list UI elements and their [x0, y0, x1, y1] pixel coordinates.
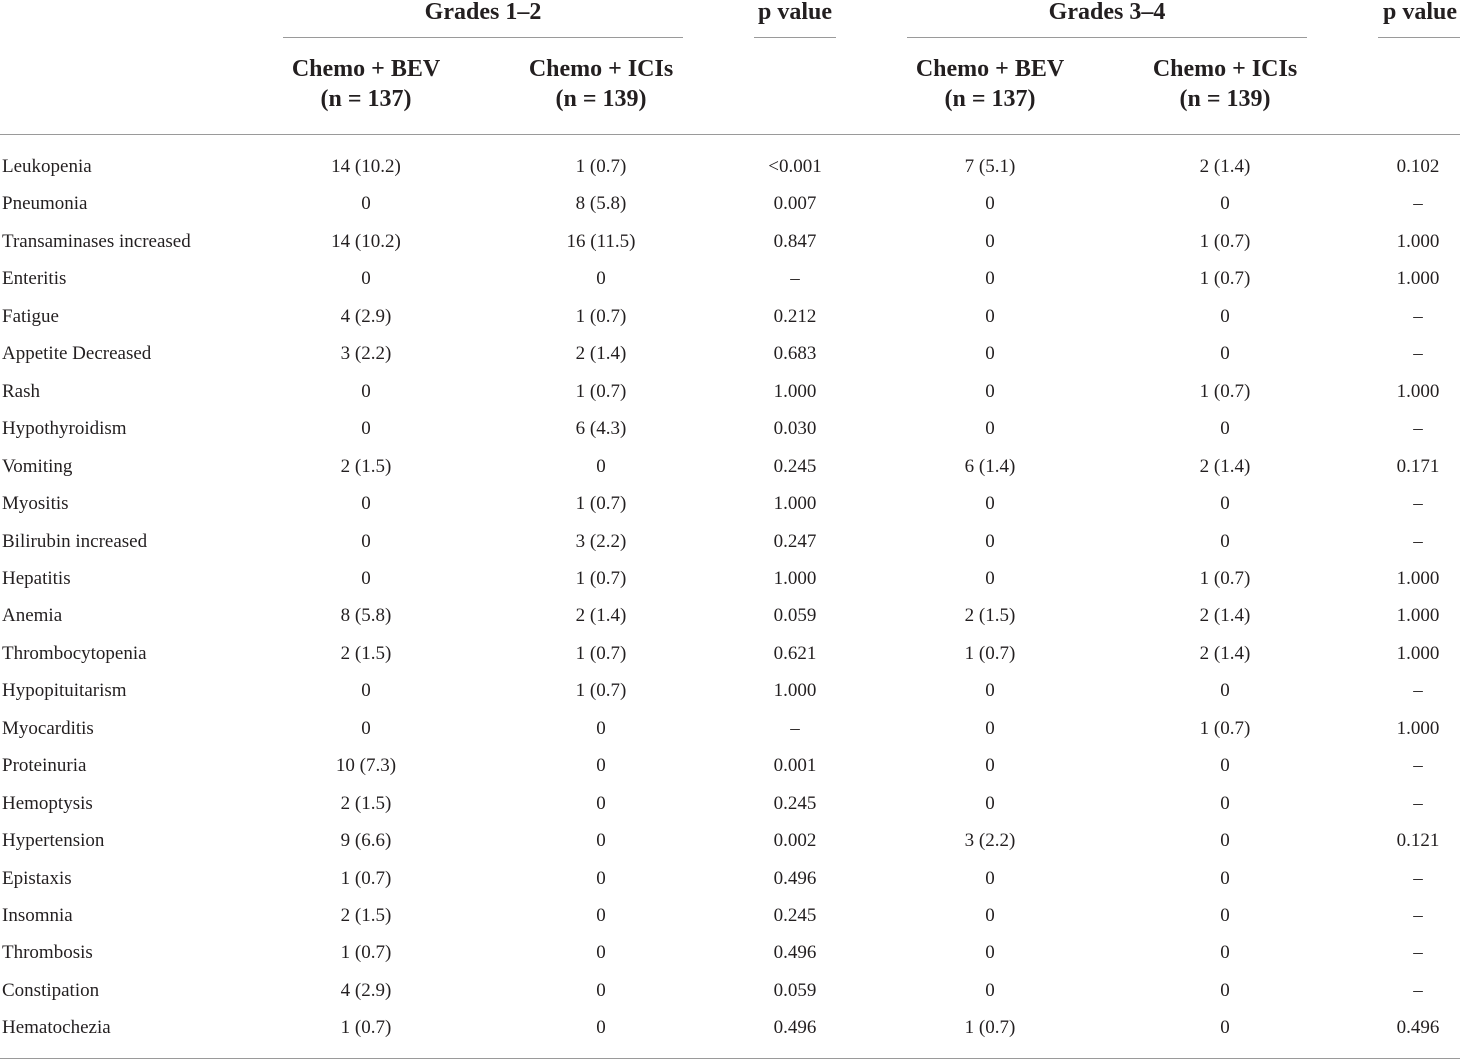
table-row: [0, 822, 1460, 859]
cell-adverse-event: Vomiting: [2, 455, 73, 477]
table-row: [0, 934, 1460, 971]
cell-p-value-grades-3-4: –: [1413, 942, 1423, 964]
table-bottom-rule: [0, 1058, 1460, 1059]
subheader-bev-grades-3-4: [890, 54, 1090, 114]
cell-ici-grades-1-2: 1 (0.7): [575, 642, 627, 664]
cell-bev-grades-1-2: 0: [361, 717, 371, 739]
cell-p-value-grades-1-2: –: [790, 717, 800, 739]
subheader-line-arm: Chemo + ICIs: [1152, 56, 1298, 82]
cell-p-value-grades-1-2: 0.496: [773, 867, 817, 889]
cell-adverse-event: Constipation: [2, 979, 100, 1001]
cell-adverse-event: Hemoptysis: [2, 792, 93, 814]
cell-bev-grades-3-4: 0: [985, 567, 995, 589]
cell-ici-grades-1-2: 0: [596, 979, 606, 1001]
group-rule-p-value-1: [754, 37, 836, 38]
cell-adverse-event: Transaminases increased: [2, 230, 191, 252]
cell-ici-grades-3-4: 0: [1220, 905, 1230, 926]
cell-ici-grades-3-4: 2 (1.4): [1199, 605, 1251, 627]
table-row: [0, 298, 1460, 335]
cell-adverse-event: Hypertension: [2, 830, 105, 852]
cell-p-value-grades-1-2: 0.245: [773, 905, 817, 926]
cell-ici-grades-1-2: 8 (5.8): [575, 193, 627, 215]
cell-ici-grades-3-4: 0: [1220, 343, 1230, 365]
cell-p-value-grades-1-2: 0.030: [773, 418, 817, 440]
subheader-ici-grades-1-2: [501, 54, 701, 114]
cell-ici-grades-3-4: 0: [1220, 530, 1230, 552]
cell-adverse-event: Rash: [2, 380, 40, 402]
cell-bev-grades-1-2: 10 (7.3): [335, 755, 397, 777]
cell-ici-grades-3-4: 0: [1220, 830, 1230, 852]
cell-bev-grades-1-2: 0: [361, 567, 371, 589]
cell-ici-grades-1-2: 6 (4.3): [575, 418, 627, 440]
cell-bev-grades-1-2: 1 (0.7): [340, 867, 392, 889]
cell-ici-grades-3-4: 1 (0.7): [1199, 380, 1251, 402]
cell-ici-grades-1-2: 0: [596, 830, 606, 852]
cell-bev-grades-1-2: 8 (5.8): [340, 605, 392, 627]
table-row: [0, 148, 1460, 185]
cell-bev-grades-1-2: 0: [361, 380, 371, 402]
cell-adverse-event: Proteinuria: [2, 755, 87, 777]
subheader-ici-grades-3-4: [1125, 54, 1325, 114]
cell-p-value-grades-3-4: –: [1413, 530, 1423, 552]
cell-bev-grades-1-2: 2 (1.5): [340, 905, 392, 926]
cell-bev-grades-3-4: 0: [985, 268, 995, 290]
cell-ici-grades-1-2: 2 (1.4): [575, 343, 627, 365]
cell-p-value-grades-1-2: 0.007: [773, 193, 817, 215]
cell-bev-grades-3-4: 0: [985, 905, 995, 926]
cell-ici-grades-1-2: 0: [596, 905, 606, 926]
cell-bev-grades-3-4: 0: [985, 493, 995, 515]
cell-bev-grades-3-4: 0: [985, 305, 995, 327]
cell-bev-grades-3-4: 0: [985, 193, 995, 215]
cell-p-value-grades-3-4: 1.000: [1396, 268, 1440, 290]
table-row: [0, 1009, 1460, 1046]
cell-p-value-grades-1-2: 0.001: [773, 755, 817, 777]
cell-adverse-event: Enteritis: [2, 268, 67, 290]
cell-ici-grades-1-2: 2 (1.4): [575, 605, 627, 627]
group-rule-p-value-2: [1378, 37, 1460, 38]
cell-p-value-grades-1-2: <0.001: [768, 156, 822, 177]
cell-adverse-event: Pneumonia: [2, 193, 88, 215]
cell-ici-grades-1-2: 1 (0.7): [575, 156, 627, 177]
cell-bev-grades-1-2: 4 (2.9): [340, 305, 392, 327]
cell-ici-grades-1-2: 0: [596, 755, 606, 777]
cell-p-value-grades-1-2: 0.247: [773, 530, 817, 552]
cell-bev-grades-3-4: 2 (1.5): [964, 605, 1016, 627]
cell-ici-grades-3-4: 0: [1220, 755, 1230, 777]
cell-p-value-grades-1-2: 0.059: [773, 979, 817, 1001]
table-row: [0, 747, 1460, 784]
cell-adverse-event: Fatigue: [2, 305, 59, 327]
table-row: [0, 672, 1460, 709]
cell-ici-grades-3-4: 0: [1220, 979, 1230, 1001]
cell-bev-grades-1-2: 0: [361, 530, 371, 552]
cell-p-value-grades-3-4: 0.102: [1396, 156, 1440, 177]
cell-p-value-grades-3-4: 0.121: [1396, 830, 1440, 852]
cell-adverse-event: Appetite Decreased: [2, 343, 152, 365]
table-row: [0, 785, 1460, 822]
cell-p-value-grades-3-4: 1.000: [1396, 717, 1440, 739]
cell-p-value-grades-3-4: –: [1413, 493, 1423, 515]
cell-ici-grades-1-2: 0: [596, 455, 606, 477]
cell-bev-grades-3-4: 0: [985, 979, 995, 1001]
cell-ici-grades-3-4: 1 (0.7): [1199, 268, 1251, 290]
cell-p-value-grades-3-4: 1.000: [1396, 567, 1440, 589]
header-p-value-2: p value: [1382, 0, 1457, 25]
cell-ici-grades-3-4: 1 (0.7): [1199, 717, 1251, 739]
table-row: [0, 223, 1460, 260]
cell-p-value-grades-1-2: 0.621: [773, 642, 817, 664]
cell-bev-grades-1-2: 0: [361, 418, 371, 440]
header-bottom-rule: [0, 134, 1460, 135]
cell-bev-grades-1-2: 9 (6.6): [340, 830, 392, 852]
subheader-line-n: (n = 137): [320, 86, 412, 112]
cell-bev-grades-3-4: 0: [985, 867, 995, 889]
cell-ici-grades-1-2: 1 (0.7): [575, 680, 627, 702]
cell-p-value-grades-1-2: 1.000: [773, 493, 817, 515]
cell-p-value-grades-3-4: –: [1413, 867, 1423, 889]
group-rule-grades-3-4: [907, 37, 1307, 38]
subheader-bev-grades-1-2: [266, 54, 466, 114]
cell-ici-grades-3-4: 2 (1.4): [1199, 642, 1251, 664]
cell-p-value-grades-3-4: 1.000: [1396, 380, 1440, 402]
cell-bev-grades-1-2: 3 (2.2): [340, 343, 392, 365]
cell-p-value-grades-1-2: –: [790, 268, 800, 290]
cell-ici-grades-3-4: 0: [1220, 867, 1230, 889]
cell-ici-grades-3-4: 1 (0.7): [1199, 230, 1251, 252]
cell-p-value-grades-3-4: –: [1413, 680, 1423, 702]
cell-bev-grades-1-2: 2 (1.5): [340, 455, 392, 477]
cell-ici-grades-1-2: 16 (11.5): [566, 230, 636, 252]
table-row: [0, 972, 1460, 1009]
cell-bev-grades-3-4: 3 (2.2): [964, 830, 1016, 852]
cell-ici-grades-3-4: 0: [1220, 792, 1230, 814]
cell-p-value-grades-3-4: 1.000: [1396, 642, 1440, 664]
cell-p-value-grades-3-4: 1.000: [1396, 230, 1440, 252]
cell-bev-grades-3-4: 0: [985, 942, 995, 964]
cell-p-value-grades-1-2: 0.847: [773, 230, 817, 252]
table-row: [0, 185, 1460, 222]
cell-bev-grades-1-2: 14 (10.2): [331, 230, 401, 252]
table-row: [0, 410, 1460, 447]
header-grades-3-4: Grades 3–4: [1048, 0, 1166, 25]
cell-p-value-grades-1-2: 0.245: [773, 792, 817, 814]
cell-ici-grades-1-2: 1 (0.7): [575, 305, 627, 327]
cell-adverse-event: Hepatitis: [2, 567, 71, 589]
table-row: [0, 448, 1460, 485]
table-row: [0, 897, 1460, 934]
cell-p-value-grades-1-2: 0.245: [773, 455, 817, 477]
cell-adverse-event: Hypothyroidism: [2, 418, 127, 440]
cell-ici-grades-3-4: 0: [1220, 305, 1230, 327]
cell-bev-grades-1-2: 2 (1.5): [340, 642, 392, 664]
cell-bev-grades-3-4: 7 (5.1): [964, 156, 1016, 177]
cell-adverse-event: Myocarditis: [2, 717, 94, 739]
subheader-line-arm: Chemo + BEV: [915, 56, 1065, 82]
cell-bev-grades-3-4: 0: [985, 343, 995, 365]
table-row: [0, 485, 1460, 522]
cell-bev-grades-3-4: 0: [985, 418, 995, 440]
cell-p-value-grades-3-4: –: [1413, 905, 1423, 926]
cell-ici-grades-1-2: 0: [596, 1017, 606, 1039]
cell-ici-grades-1-2: 1 (0.7): [575, 567, 627, 589]
cell-ici-grades-3-4: 0: [1220, 418, 1230, 440]
cell-p-value-grades-3-4: –: [1413, 418, 1423, 440]
cell-ici-grades-3-4: 1 (0.7): [1199, 567, 1251, 589]
table-row: [0, 860, 1460, 897]
cell-ici-grades-3-4: 0: [1220, 193, 1230, 215]
cell-p-value-grades-1-2: 0.683: [773, 343, 817, 365]
cell-p-value-grades-3-4: –: [1413, 792, 1423, 814]
cell-p-value-grades-1-2: 1.000: [773, 380, 817, 402]
cell-adverse-event: Insomnia: [2, 905, 73, 926]
table-row: [0, 260, 1460, 297]
cell-ici-grades-3-4: 2 (1.4): [1199, 156, 1251, 177]
cell-bev-grades-3-4: 1 (0.7): [964, 642, 1016, 664]
cell-bev-grades-1-2: 1 (0.7): [340, 942, 392, 964]
cell-bev-grades-3-4: 0: [985, 530, 995, 552]
cell-p-value-grades-3-4: 0.496: [1396, 1017, 1440, 1039]
cell-bev-grades-1-2: 0: [361, 493, 371, 515]
cell-p-value-grades-3-4: 1.000: [1396, 605, 1440, 627]
cell-p-value-grades-3-4: –: [1413, 193, 1423, 215]
cell-ici-grades-1-2: 0: [596, 867, 606, 889]
cell-ici-grades-3-4: 0: [1220, 680, 1230, 702]
cell-ici-grades-1-2: 1 (0.7): [575, 493, 627, 515]
cell-ici-grades-1-2: 1 (0.7): [575, 380, 627, 402]
cell-adverse-event: Thrombosis: [2, 942, 93, 964]
table-row: [0, 635, 1460, 672]
cell-bev-grades-1-2: 2 (1.5): [340, 792, 392, 814]
cell-p-value-grades-3-4: –: [1413, 979, 1423, 1001]
cell-bev-grades-3-4: 0: [985, 230, 995, 252]
cell-ici-grades-1-2: 3 (2.2): [575, 530, 627, 552]
table-row: [0, 335, 1460, 372]
group-rule-grades-1-2: [283, 37, 683, 38]
cell-p-value-grades-3-4: –: [1413, 755, 1423, 777]
table-row: [0, 710, 1460, 747]
cell-p-value-grades-1-2: 0.496: [773, 942, 817, 964]
cell-p-value-grades-1-2: 1.000: [773, 567, 817, 589]
cell-adverse-event: Thrombocytopenia: [2, 642, 147, 664]
cell-ici-grades-3-4: 0: [1220, 493, 1230, 515]
cell-bev-grades-3-4: 0: [985, 717, 995, 739]
cell-p-value-grades-3-4: –: [1413, 343, 1423, 365]
cell-bev-grades-1-2: 0: [361, 193, 371, 215]
cell-adverse-event: Hypopituitarism: [2, 680, 127, 702]
cell-bev-grades-3-4: 0: [985, 792, 995, 814]
subheader-line-n: (n = 139): [1179, 86, 1271, 112]
cell-ici-grades-1-2: 0: [596, 268, 606, 290]
cell-ici-grades-3-4: 0: [1220, 942, 1230, 964]
cell-bev-grades-3-4: 6 (1.4): [964, 455, 1016, 477]
subheader-line-arm: Chemo + BEV: [291, 56, 441, 82]
header-grades-1-2: Grades 1–2: [424, 0, 542, 25]
cell-bev-grades-3-4: 0: [985, 680, 995, 702]
cell-bev-grades-1-2: 1 (0.7): [340, 1017, 392, 1039]
cell-ici-grades-3-4: 0: [1220, 1017, 1230, 1039]
cell-p-value-grades-3-4: –: [1413, 305, 1423, 327]
subheader-line-n: (n = 137): [944, 86, 1036, 112]
cell-p-value-grades-1-2: 1.000: [773, 680, 817, 702]
cell-ici-grades-1-2: 0: [596, 792, 606, 814]
cell-ici-grades-3-4: 2 (1.4): [1199, 455, 1251, 477]
cell-bev-grades-1-2: 14 (10.2): [331, 156, 401, 177]
cell-ici-grades-1-2: 0: [596, 717, 606, 739]
cell-bev-grades-1-2: 4 (2.9): [340, 979, 392, 1001]
header-p-value-1: p value: [757, 0, 832, 25]
cell-p-value-grades-1-2: 0.059: [773, 605, 817, 627]
cell-adverse-event: Myositis: [2, 493, 69, 515]
cell-bev-grades-1-2: 0: [361, 268, 371, 290]
table-row: [0, 373, 1460, 410]
cell-bev-grades-3-4: 0: [985, 380, 995, 402]
cell-adverse-event: Hematochezia: [2, 1017, 111, 1039]
subheader-line-n: (n = 139): [555, 86, 647, 112]
cell-p-value-grades-1-2: 0.212: [773, 305, 817, 327]
cell-bev-grades-3-4: 0: [985, 755, 995, 777]
cell-adverse-event: Anemia: [2, 605, 63, 627]
cell-bev-grades-3-4: 1 (0.7): [964, 1017, 1016, 1039]
cell-p-value-grades-3-4: 0.171: [1396, 455, 1440, 477]
cell-bev-grades-1-2: 0: [361, 680, 371, 702]
cell-adverse-event: Leukopenia: [2, 156, 92, 177]
cell-p-value-grades-1-2: 0.496: [773, 1017, 817, 1039]
table-row: [0, 523, 1460, 560]
cell-adverse-event: Bilirubin increased: [2, 530, 148, 552]
table-row: [0, 597, 1460, 634]
subheader-line-arm: Chemo + ICIs: [528, 56, 674, 82]
table-row: [0, 560, 1460, 597]
cell-adverse-event: Epistaxis: [2, 867, 72, 889]
cell-p-value-grades-1-2: 0.002: [773, 830, 817, 852]
cell-ici-grades-1-2: 0: [596, 942, 606, 964]
